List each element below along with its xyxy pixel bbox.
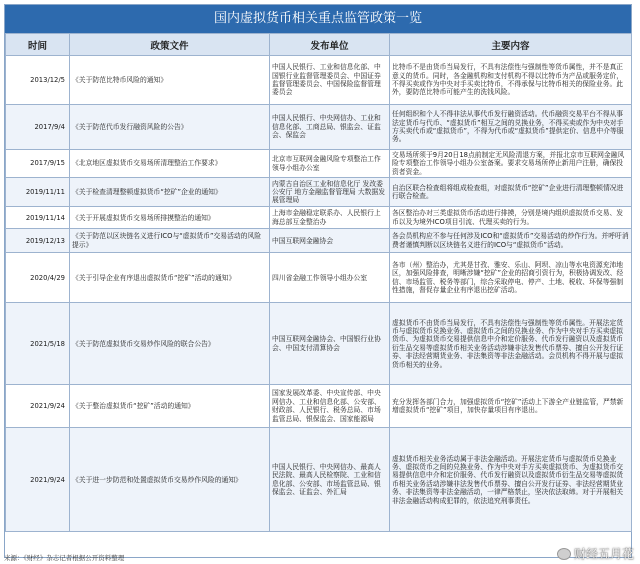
- cell-document: 《关于进一步防范和处置虚拟货币交易炒作风险的通知》: [70, 428, 270, 532]
- cell-document: 《关于整治虚拟货币“挖矿”活动的通知》: [70, 385, 270, 428]
- cell-date: 2021/5/18: [6, 303, 70, 385]
- cell-content: 各市（州）整治办，尤其是甘孜、雅安、乐山、阿坝、凉山等水电资源充沛地区，加强风险排查，明晰涉嫌“挖矿”企业的招商引资行为，积极协调发改、经信、市场监管、税务等部门，综合采取停电、停产、土地、税收、环保等强制性措施，督促存量企业有序退出挖矿活动。: [390, 253, 632, 303]
- cell-content: 充分发挥各部门合力，加强虚拟货币“挖矿”活动上下游全产业链监管，严禁新增虚拟货币“挖矿”项目，加快存量项目有序退出。: [390, 385, 632, 428]
- cell-issuer: 四川省金融工作领导小组办公室: [270, 253, 390, 303]
- header-row: [6, 34, 632, 56]
- cell-content: 虚拟货币相关业务活动属于非法金融活动。开展法定货币与虚拟货币兑换业务、虚拟货币之间的兑换业务、作为中央对手方买卖虚拟货币、为虚拟货币交易提供信息中介和定价服务、代币发行融资以及虚拟货币衍生品交易等虚拟货币相关业务活动涉嫌非法发售代币票券、擅自公开发行证券、非法经营期货业务、非法集资等非法金融活动，一律严格禁止，坚决依法取缔。对于开展相关非法金融活动构成犯罪的，依法追究刑事责任。: [390, 428, 632, 532]
- table-row: [6, 178, 632, 207]
- table-row: [6, 229, 632, 253]
- cell-content: 比特币不是由货币当局发行，不具有法偿性与强制性等货币属性，并不是真正意义的货币。同时，各金融机构和支付机构不得以比特币为产品或服务定价，不得买卖或作为中央对手买卖比特币，不得承保与比特币相关的保险业务。此外，要防范比特币可能产生的洗钱风险。: [390, 56, 632, 105]
- cell-issuer: 国家发展改革委、中央宣传部、中央网信办、工业和信息化部、公安部、财政部、人民银行、税务总局、市场监管总局、银保监会、国家能源局: [270, 385, 390, 428]
- table-row: [6, 150, 632, 178]
- table-row: [6, 207, 632, 229]
- cell-document: 《关于引导企业有序退出虚拟货币“挖矿”活动的通知》: [70, 253, 270, 303]
- table-row: [6, 385, 632, 428]
- cell-date: 2019/12/13: [6, 229, 70, 253]
- watermark: [557, 545, 634, 562]
- cell-issuer: 中国互联网金融协会、中国银行业协会、中国支付清算协会: [270, 303, 390, 385]
- cell-date: 2021/9/24: [6, 385, 70, 428]
- cell-date: 2020/4/29: [6, 253, 70, 303]
- cell-issuer: 中国人民银行、工业和信息化部、中国银行业监督管理委员会、中国证券监督管理委员会、中国保险监督管理委员会: [270, 56, 390, 105]
- cell-issuer: 内蒙古自治区工业和信息化厅 发改委 公安厅 地方金融监督管理局 大数据发展管理局: [270, 178, 390, 207]
- cell-content: 虚拟货币不由货币当局发行，不具有法偿性与强制性等货币属性。开展法定货币与虚拟货币兑换业务、虚拟货币之间的兑换业务、作为中央对手方买卖虚拟货币、为虚拟货币交易提供信息中介和定价服务、代币发行融资以及虚拟货币衍生品交易等虚拟货币相关业务活动涉嫌非法发售代币票券、擅自公开发行证券、非法经营期货业务、非法集资等非法金融活动。会员机构不得开展与虚拟货币相关的业务。: [390, 303, 632, 385]
- table-row: [6, 56, 632, 105]
- cell-date: 2019/11/11: [6, 178, 70, 207]
- cell-issuer: 北京市互联网金融风险专项整治工作领导小组办公室: [270, 150, 390, 178]
- policy-table-panel: [4, 4, 632, 558]
- table-row: [6, 303, 632, 385]
- header-content: 主要内容: [390, 34, 632, 56]
- cell-content: 各会员机构应不参与任何涉及ICO和“虚拟货币”交易活动的炒作行为。并呼吁消费者谨慎判断以区块链名义进行的ICO与“虚拟货币”活动。: [390, 229, 632, 253]
- cell-document: 《关于防范以区块链名义进行ICO与“虚拟货币”交易活动的风险提示》: [70, 229, 270, 253]
- cell-date: 2021/9/24: [6, 428, 70, 532]
- cell-content: 任何组织和个人不得非法从事代币发行融资活动。代币融资交易平台不得从事法定货币与代币、“虚拟货币”相互之间的兑换业务，不得买卖或作为中央对手方买卖代币或“虚拟货币”，不得为代币或“虚拟货币”提供定价、信息中介等服务。: [390, 105, 632, 150]
- cell-document: 《北京地区虚拟货币交易场所清理整治工作要求》: [70, 150, 270, 178]
- cell-document: 《关于检查清理整顿虚拟货币“挖矿”企业的通知》: [70, 178, 270, 207]
- cell-date: 2017/9/15: [6, 150, 70, 178]
- policy-table: [5, 33, 632, 532]
- cell-document: 《关于开展虚拟货币交易场所排摸整治的通知》: [70, 207, 270, 229]
- cell-content: 各区整治办对三类虚拟货币活动进行排摸，分别是境内组织虚拟货币交易、发币以及为境外ICO项目引流、代理买卖的行为。: [390, 207, 632, 229]
- cell-content: 自治区联合检查组将组成检查组，对虚拟货币“挖矿”企业进行清理整顿情况进行联合检查。: [390, 178, 632, 207]
- cell-date: 2019/11/14: [6, 207, 70, 229]
- cell-issuer: 中国互联网金融协会: [270, 229, 390, 253]
- cell-issuer: 中国人民银行、中央网信办、工业和信息化部、工商总局、银监会、证监会、保监会: [270, 105, 390, 150]
- cell-content: 交易场所须于9月20日18点前制定无风险清退方案，并报北京市互联网金融风险专项整治工作领导小组办公室备案。要求交易场所停止新用户注册，确保投资者资金。: [390, 150, 632, 178]
- watermark-text: 财经五月花: [573, 547, 634, 561]
- cell-issuer: 上海市金融稳定联系办、人民银行上海总部互金整治办: [270, 207, 390, 229]
- cell-document: 《关于防范比特币风险的通知》: [70, 56, 270, 105]
- table-row: [6, 105, 632, 150]
- cell-date: 2017/9/4: [6, 105, 70, 150]
- table-row: [6, 253, 632, 303]
- wechat-icon: [557, 548, 571, 560]
- cell-document: 《关于防范代币发行融资风险的公告》: [70, 105, 270, 150]
- table-title: 国内虚拟货币相关重点监管政策一览: [5, 5, 631, 33]
- source-note: 来源：《财经》杂志记者根据公开资料整理: [4, 554, 125, 562]
- cell-issuer: 中国人民银行、中央网信办、最高人民法院、最高人民检察院、工业和信息化部、公安部、市场监管总局、银保监会、证监会、外汇局: [270, 428, 390, 532]
- header-issuer: 发布单位: [270, 34, 390, 56]
- table-row: [6, 428, 632, 532]
- cell-document: 《关于防范虚拟货币交易炒作风险的联合公告》: [70, 303, 270, 385]
- header-date: 时间: [6, 34, 70, 56]
- cell-date: 2013/12/5: [6, 56, 70, 105]
- header-document: 政策文件: [70, 34, 270, 56]
